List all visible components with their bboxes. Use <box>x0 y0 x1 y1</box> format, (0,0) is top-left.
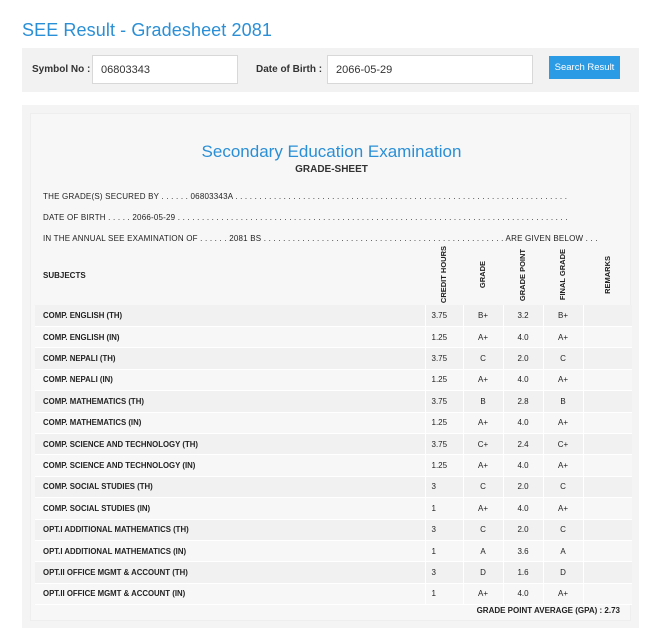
table-row <box>35 369 632 390</box>
grade-point-cell: 3.2 <box>503 305 543 326</box>
remarks-cell <box>583 455 632 476</box>
gpa-summary: GRADE POINT AVERAGE (GPA) : 2.73 <box>476 606 620 615</box>
grade-cell: A+ <box>463 412 503 433</box>
table-row <box>35 540 632 561</box>
credit-hours-cell: 1 <box>425 498 463 519</box>
final-grade-cell: A+ <box>543 369 583 390</box>
grade-point-cell: 4.0 <box>503 369 543 390</box>
table-row <box>35 348 632 369</box>
table-header-row <box>35 246 632 305</box>
grade-point-cell: 4.0 <box>503 583 543 604</box>
grade-point-cell: 3.6 <box>503 540 543 561</box>
final-grade-cell: C <box>543 519 583 540</box>
remarks-cell <box>583 305 632 326</box>
grade-point-cell: 4.0 <box>503 455 543 476</box>
remarks-header: REMARKS <box>602 255 612 294</box>
subject-cell: COMP. NEPALI (TH) <box>35 348 425 369</box>
subject-cell: OPT.I ADDITIONAL MATHEMATICS (IN) <box>35 540 425 561</box>
grade-point-cell: 4.0 <box>503 326 543 347</box>
exam-year-line: IN THE ANNUAL SEE EXAMINATION OF . . . . . . 2081 BS . . . . . . . . . . . . . . . . . . . . . . . . . . . . . . . . . . . . . . . . . . . . . . . . . . ARE GIVEN BELOW . . . <box>43 234 598 243</box>
grade-point-cell: 1.6 <box>503 562 543 583</box>
table-row <box>35 519 632 540</box>
remarks-cell <box>583 583 632 604</box>
grade-cell: C+ <box>463 433 503 454</box>
gradesheet-subtitle: GRADE-SHEET <box>295 164 368 175</box>
remarks-cell <box>583 519 632 540</box>
final-grade-cell: B+ <box>543 305 583 326</box>
table-row <box>35 562 632 583</box>
credit-hours-cell: 1.25 <box>425 369 463 390</box>
grade-cell: A+ <box>463 583 503 604</box>
credit-hours-header-cell <box>425 246 463 305</box>
subject-cell: COMP. SCIENCE AND TECHNOLOGY (IN) <box>35 455 425 476</box>
table-row <box>35 412 632 433</box>
final-grade-cell: A+ <box>543 412 583 433</box>
search-form <box>22 48 639 92</box>
final-grade-header: FINAL GRADE <box>558 248 568 301</box>
table-row <box>35 455 632 476</box>
remarks-cell <box>583 326 632 347</box>
remarks-cell <box>583 540 632 561</box>
credit-hours-header: CREDIT HOURS <box>439 246 449 304</box>
subject-cell: COMP. NEPALI (IN) <box>35 369 425 390</box>
subject-cell: OPT.II OFFICE MGMT & ACCOUNT (TH) <box>35 562 425 583</box>
remarks-cell <box>583 348 632 369</box>
subject-cell: OPT.I ADDITIONAL MATHEMATICS (TH) <box>35 519 425 540</box>
table-row <box>35 476 632 497</box>
grade-cell: B <box>463 391 503 412</box>
grade-cell: A+ <box>463 498 503 519</box>
final-grade-cell: D <box>543 562 583 583</box>
grades-table <box>35 246 632 605</box>
credit-hours-cell: 3.75 <box>425 348 463 369</box>
credit-hours-cell: 3.75 <box>425 391 463 412</box>
grade-cell: A+ <box>463 326 503 347</box>
date-of-birth-line: DATE OF BIRTH . . . . . 2066-05-29 . . . . . . . . . . . . . . . . . . . . . . . . . . . . . . . . . . . . . . . . . . . . . . . . . . . . . . . . . . . . . . . . . . . . . . . . . . . . . . . . . <box>43 213 568 222</box>
final-grade-cell: C <box>543 348 583 369</box>
grade-point-cell: 2.0 <box>503 519 543 540</box>
final-grade-cell: C <box>543 476 583 497</box>
date-of-birth-label: Date of Birth : <box>256 64 323 75</box>
grade-cell: A+ <box>463 369 503 390</box>
grade-cell: D <box>463 562 503 583</box>
remarks-cell <box>583 476 632 497</box>
grade-point-cell: 2.8 <box>503 391 543 412</box>
subject-cell: COMP. SOCIAL STUDIES (TH) <box>35 476 425 497</box>
final-grade-cell: B <box>543 391 583 412</box>
search-result-button[interactable]: Search Result <box>549 56 620 79</box>
remarks-cell <box>583 562 632 583</box>
symbol-no-input[interactable] <box>92 55 238 84</box>
grade-header-cell <box>463 246 503 305</box>
grade-point-cell: 2.4 <box>503 433 543 454</box>
table-row <box>35 433 632 454</box>
table-row <box>35 326 632 347</box>
grade-header: GRADE <box>478 261 488 289</box>
subject-cell: COMP. ENGLISH (TH) <box>35 305 425 326</box>
credit-hours-cell: 3 <box>425 519 463 540</box>
subjects-header: SUBJECTS <box>43 271 86 281</box>
remarks-cell <box>583 433 632 454</box>
remarks-cell <box>583 412 632 433</box>
credit-hours-cell: 3.75 <box>425 433 463 454</box>
subject-cell: COMP. SCIENCE AND TECHNOLOGY (TH) <box>35 433 425 454</box>
grade-point-header-cell <box>503 246 543 305</box>
symbol-no-label: Symbol No : <box>32 64 91 75</box>
final-grade-cell: A+ <box>543 498 583 519</box>
final-grade-cell: A+ <box>543 326 583 347</box>
remarks-cell <box>583 391 632 412</box>
credit-hours-cell: 1.25 <box>425 455 463 476</box>
grade-cell: C <box>463 348 503 369</box>
final-grade-header-cell <box>543 246 583 305</box>
final-grade-cell: C+ <box>543 433 583 454</box>
grade-point-cell: 4.0 <box>503 412 543 433</box>
grade-point-cell: 2.0 <box>503 348 543 369</box>
credit-hours-cell: 1 <box>425 540 463 561</box>
gradesheet-panel <box>22 105 639 628</box>
grade-point-header: GRADE POINT <box>518 248 528 301</box>
grade-cell: C <box>463 476 503 497</box>
subject-cell: COMP. MATHEMATICS (TH) <box>35 391 425 412</box>
subject-cell: OPT.II OFFICE MGMT & ACCOUNT (IN) <box>35 583 425 604</box>
subject-cell: COMP. SOCIAL STUDIES (IN) <box>35 498 425 519</box>
subject-cell: COMP. ENGLISH (IN) <box>35 326 425 347</box>
date-of-birth-input[interactable] <box>327 55 533 84</box>
credit-hours-cell: 3 <box>425 476 463 497</box>
credit-hours-cell: 1.25 <box>425 326 463 347</box>
grade-cell: C <box>463 519 503 540</box>
remarks-header-cell <box>583 246 632 305</box>
table-row <box>35 498 632 519</box>
page-title: SEE Result - Gradesheet 2081 <box>22 20 272 40</box>
grade-point-cell: 2.0 <box>503 476 543 497</box>
credit-hours-cell: 3 <box>425 562 463 583</box>
grade-cell: A <box>463 540 503 561</box>
grade-cell: A+ <box>463 455 503 476</box>
final-grade-cell: A <box>543 540 583 561</box>
credit-hours-cell: 1.25 <box>425 412 463 433</box>
final-grade-cell: A+ <box>543 455 583 476</box>
gradesheet <box>30 113 631 621</box>
credit-hours-cell: 1 <box>425 583 463 604</box>
exam-title: Secondary Education Examination <box>201 142 462 161</box>
table-row <box>35 583 632 604</box>
table-row <box>35 305 632 326</box>
subject-cell: COMP. MATHEMATICS (IN) <box>35 412 425 433</box>
grade-point-cell: 4.0 <box>503 498 543 519</box>
grade-secured-line: THE GRADE(S) SECURED BY . . . . . . 06803343A . . . . . . . . . . . . . . . . . . . . . . . . . . . . . . . . . . . . . . . . . . . . . . . . . . . . . . . . . . . . . . . . . . . . . <box>43 192 568 201</box>
remarks-cell <box>583 369 632 390</box>
final-grade-cell: A+ <box>543 583 583 604</box>
grade-cell: B+ <box>463 305 503 326</box>
remarks-cell <box>583 498 632 519</box>
table-row <box>35 391 632 412</box>
credit-hours-cell: 3.75 <box>425 305 463 326</box>
